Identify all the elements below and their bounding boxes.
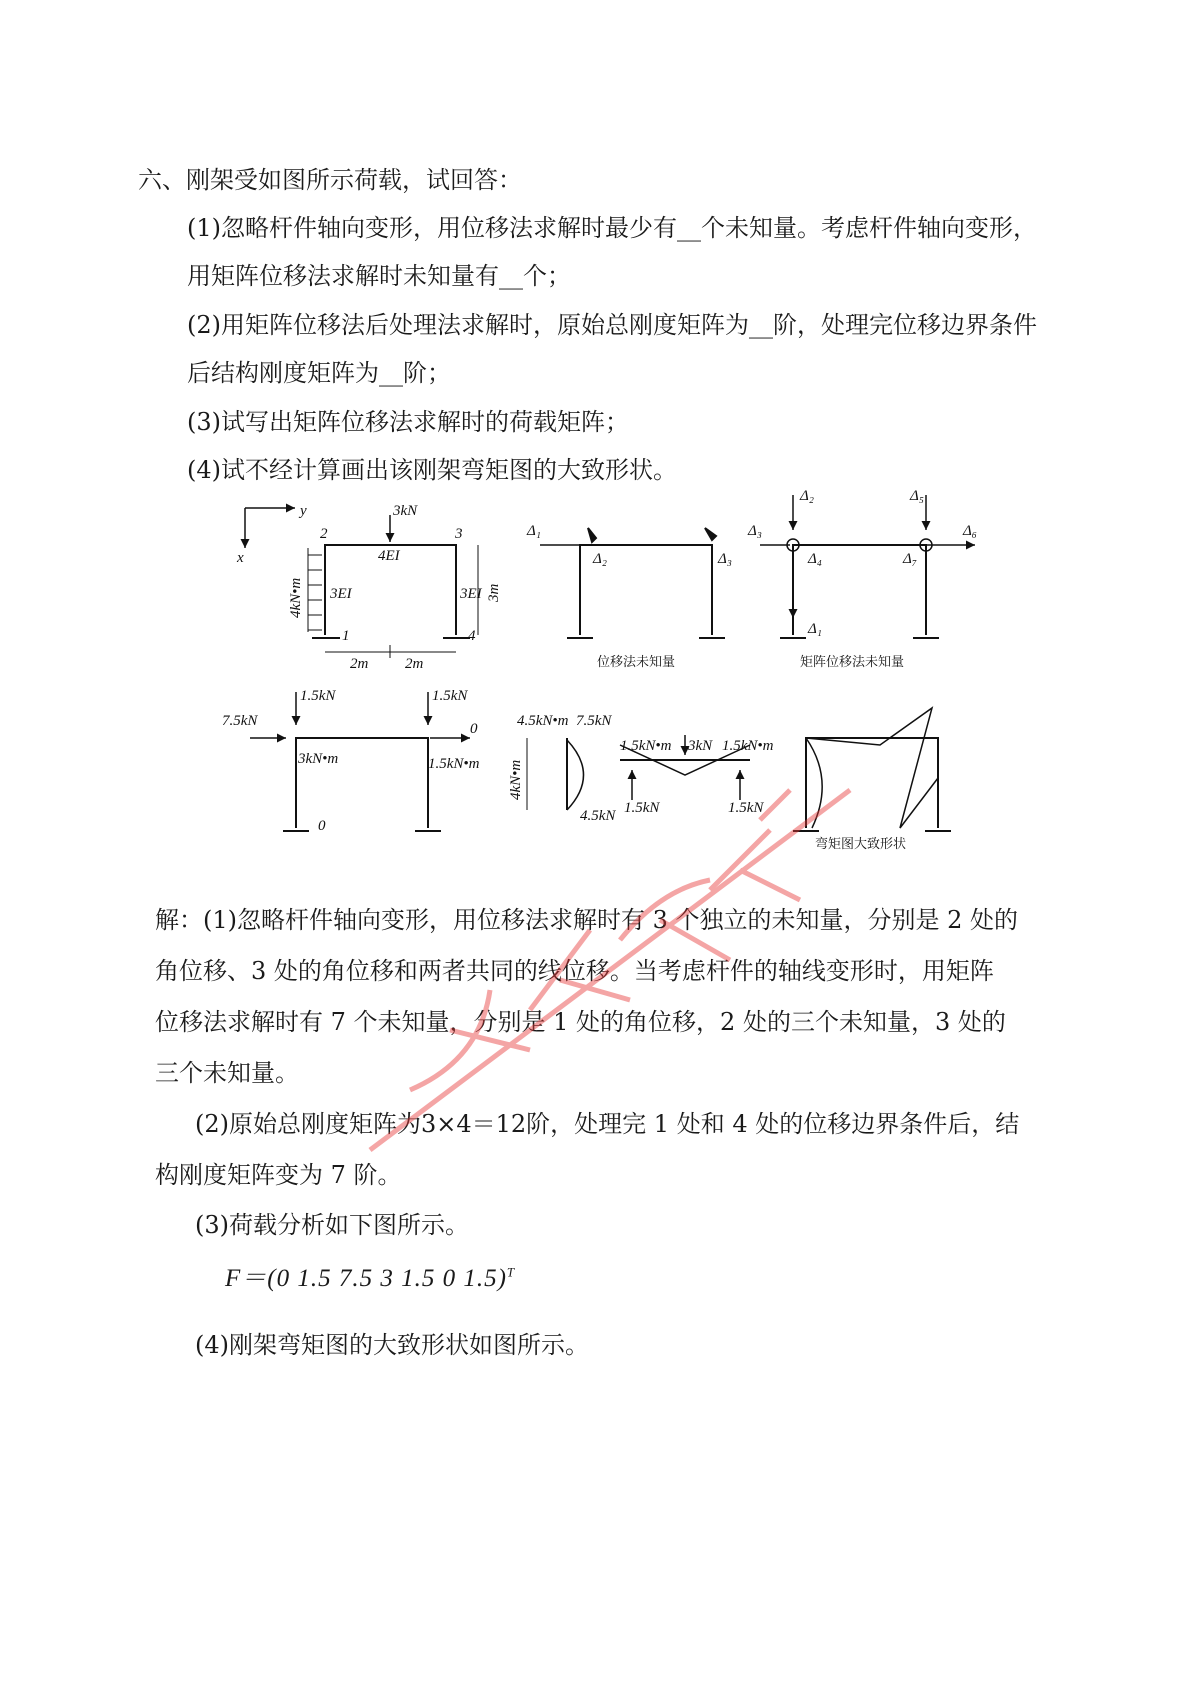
load-vector-body: F＝(0 1.5 7.5 3 1.5 0 1.5) bbox=[225, 1265, 507, 1292]
fe-point-load: 3kN bbox=[688, 738, 713, 754]
matrix-unknown-d1: Δ₁ bbox=[808, 621, 823, 637]
solution-1-line-1: 解：(1)忽略杆件轴向变形，用位移法求解时有 3 个独立的未知量，分别是 2 处的 bbox=[155, 906, 1019, 934]
displacement-method-diagram bbox=[540, 528, 725, 638]
fe-left-reaction: 1.5kN bbox=[624, 800, 660, 816]
fe-distributed: 4kN•m bbox=[508, 759, 524, 800]
right-column-ei-label: 3EI bbox=[460, 586, 482, 602]
eq-horizontal-2: 7.5kN bbox=[222, 713, 258, 729]
solution-1-line-2: 角位移、3 处的角位移和两者共同的线位移。当考虑杆件的轴线变形时，用矩阵 bbox=[155, 957, 994, 985]
question-4: (4)试不经计算画出该刚架弯矩图的大致形状。 bbox=[187, 456, 677, 484]
caption-displacement-method: 位移法未知量 bbox=[597, 655, 676, 670]
fe-top-horizontal: 7.5kN bbox=[576, 713, 612, 729]
node-2-label: 2 bbox=[320, 526, 328, 542]
axis-x-label: x bbox=[237, 550, 244, 566]
distributed-load-label: 4kN•m bbox=[288, 577, 304, 618]
matrix-unknown-d7: Δ₇ bbox=[903, 551, 918, 567]
solution-4: (4)刚架弯矩图的大致形状如图所示。 bbox=[195, 1331, 589, 1359]
eq-moment-3: 1.5kN•m bbox=[428, 756, 480, 772]
span-1-label: 2m bbox=[350, 656, 369, 672]
node-3-label: 3 bbox=[455, 526, 463, 542]
question-1-line-1: (1)忽略杆件轴向变形，用位移法求解时最少有__个未知量。考虑杆件轴向变形， bbox=[187, 214, 1037, 242]
solution-1-line-3: 位移法求解时有 7 个未知量，分别是 1 处的角位移，2 处的三个未知量，3 处的 bbox=[155, 1008, 1006, 1036]
unknown-d2: Δ₂ bbox=[593, 551, 608, 567]
moment-diagram bbox=[793, 708, 951, 831]
eq-base: 0 bbox=[318, 818, 326, 834]
unknown-d1: Δ₁ bbox=[527, 523, 542, 539]
matrix-unknown-d5: Δ₅ bbox=[910, 488, 925, 504]
question-1-line-2: 用矩阵位移法求解时未知量有__个； bbox=[187, 262, 571, 290]
caption-matrix-method: 矩阵位移法未知量 bbox=[800, 655, 905, 670]
matrix-unknown-d4: Δ₄ bbox=[808, 551, 823, 567]
matrix-method-diagram bbox=[760, 495, 978, 638]
matrix-unknown-d3: Δ₃ bbox=[748, 523, 763, 539]
beam-ei-label: 4EI bbox=[378, 548, 400, 564]
axis-y-label: y bbox=[300, 503, 307, 519]
node-1-label: 1 bbox=[342, 628, 350, 644]
left-column-ei-label: 3EI bbox=[330, 586, 352, 602]
eq-vertical-3: 1.5kN bbox=[432, 688, 468, 704]
eq-horizontal-3: 0 bbox=[470, 721, 478, 737]
fe-right-moment: 1.5kN•m bbox=[722, 738, 774, 754]
unknown-d3: Δ₃ bbox=[718, 551, 733, 567]
fe-right-reaction: 1.5kN bbox=[728, 800, 764, 816]
load-vector-formula bbox=[225, 1258, 515, 1294]
height-dimension-label: 3m bbox=[486, 583, 502, 602]
span-2-label: 2m bbox=[405, 656, 424, 672]
fe-top-moment: 4.5kN•m bbox=[517, 713, 569, 729]
node-4-label: 4 bbox=[468, 628, 476, 644]
caption-moment-diagram: 弯矩图大致形状 bbox=[815, 837, 907, 852]
question-3: (3)试写出矩阵位移法求解时的荷载矩阵； bbox=[187, 408, 629, 436]
question-title: 六、刚架受如图所示荷载，试回答： bbox=[138, 166, 522, 194]
eq-moment-2: 3kN•m bbox=[298, 751, 339, 767]
solution-2-line-2: 构刚度矩阵变为 7 阶。 bbox=[155, 1161, 402, 1189]
frame-loads-diagram bbox=[245, 508, 478, 658]
matrix-unknown-d2: Δ₂ bbox=[800, 488, 815, 504]
question-2-line-1: (2)用矩阵位移法后处理法求解时，原始总刚度矩阵为__阶，处理完位移边界条件 bbox=[187, 311, 1037, 339]
question-2-line-2: 后结构刚度矩阵为__阶； bbox=[187, 359, 451, 387]
solution-3: (3)荷载分析如下图所示。 bbox=[195, 1211, 469, 1239]
transpose-mark: T bbox=[506, 1264, 516, 1280]
matrix-unknown-d6: Δ₆ bbox=[963, 523, 978, 539]
solution-2-line-1: (2)原始总刚度矩阵为3×4＝12阶，处理完 1 处和 4 处的位移边界条件后，结 bbox=[195, 1110, 1020, 1138]
fe-bottom-reaction: 4.5kN bbox=[580, 808, 616, 824]
point-load-label: 3kN bbox=[393, 503, 418, 519]
solution-1-line-4: 三个未知量。 bbox=[155, 1059, 299, 1087]
eq-vertical-2: 1.5kN bbox=[300, 688, 336, 704]
fe-left-moment: 1.5kN•m bbox=[620, 738, 672, 754]
